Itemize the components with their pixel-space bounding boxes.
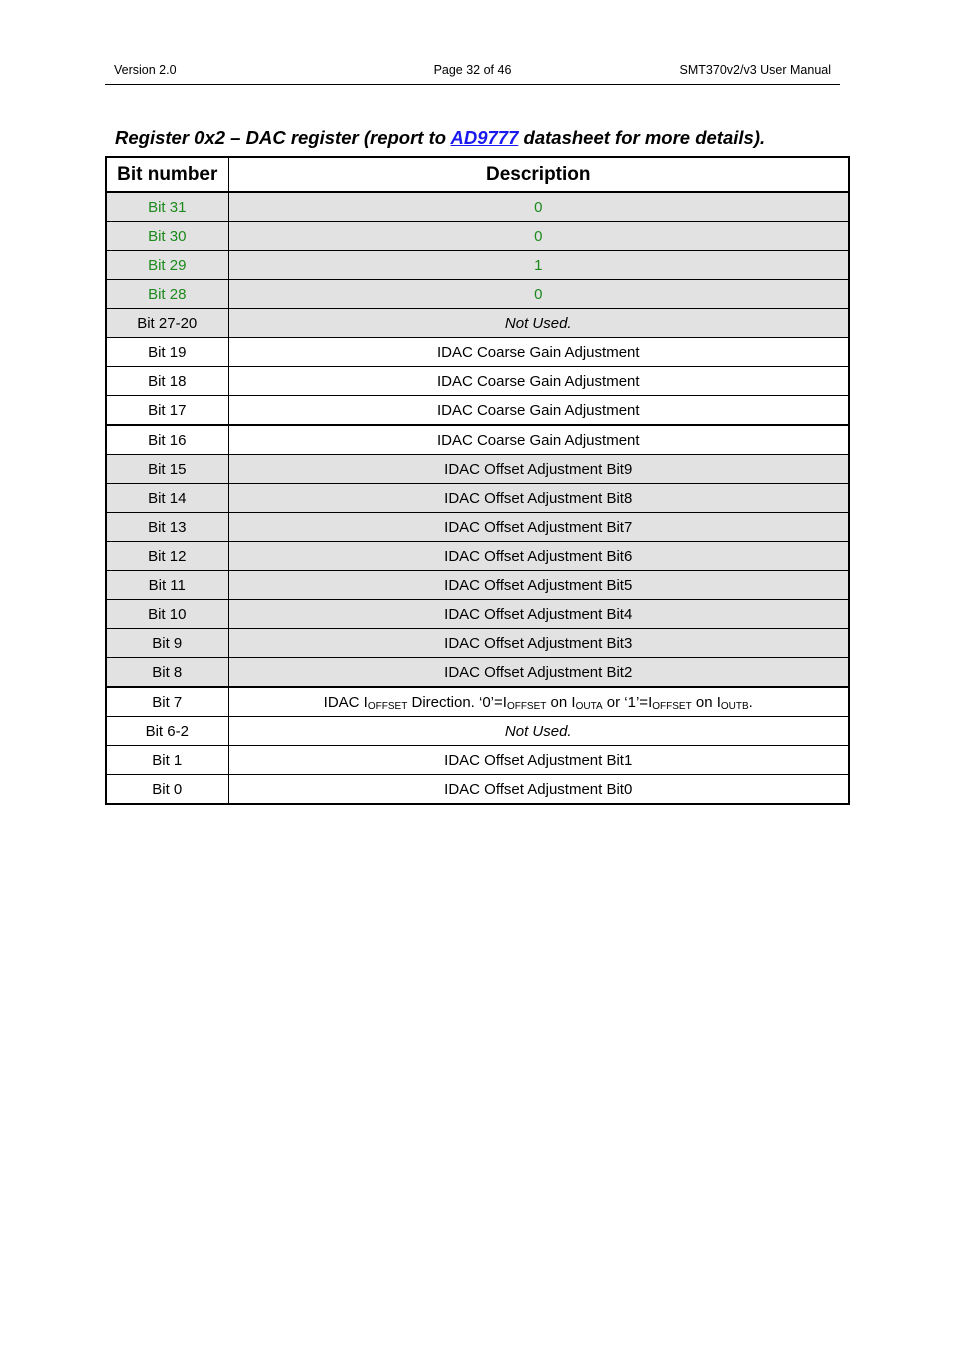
desc-text: Direction. ‘0’=I — [407, 693, 507, 711]
description-cell: IDAC Coarse Gain Adjustment — [228, 367, 849, 396]
bit-cell: Bit 13 — [106, 513, 228, 542]
description-cell: Not Used. — [228, 309, 849, 338]
caption-prefix: Register 0x2 – DAC register (report to — [115, 127, 451, 148]
bit-cell: Bit 9 — [106, 629, 228, 658]
description-cell: 0 — [228, 280, 849, 309]
table-row — [106, 367, 849, 396]
table-row — [106, 629, 849, 658]
table-row — [106, 309, 849, 338]
bit-cell: Bit 0 — [106, 775, 228, 805]
table-row — [106, 425, 849, 455]
bit-cell: Bit 19 — [106, 338, 228, 367]
table-row — [106, 746, 849, 775]
desc-text: on I — [546, 693, 576, 711]
bit-cell: Bit 29 — [106, 251, 228, 280]
description-cell: Not Used. — [228, 717, 849, 746]
bit-cell: Bit 15 — [106, 455, 228, 484]
bit-cell: Bit 31 — [106, 192, 228, 222]
bit-cell: Bit 28 — [106, 280, 228, 309]
description-cell: IDAC Offset Adjustment Bit1 — [228, 746, 849, 775]
table-row — [106, 338, 849, 367]
description-cell: IDAC Coarse Gain Adjustment — [228, 396, 849, 426]
table-row — [106, 484, 849, 513]
description-cell: IDAC Coarse Gain Adjustment — [228, 425, 849, 455]
bit-cell: Bit 16 — [106, 425, 228, 455]
description-cell: IDAC Coarse Gain Adjustment — [228, 338, 849, 367]
table-row — [106, 571, 849, 600]
desc-subscript: OUTA — [575, 700, 603, 712]
table-row — [106, 513, 849, 542]
desc-text: IDAC I — [323, 693, 368, 711]
version-label: Version 2.0 — [114, 63, 177, 77]
desc-text: . — [748, 693, 753, 711]
description-cell: 0 — [228, 192, 849, 222]
table-row — [106, 396, 849, 426]
bit-cell: Bit 6-2 — [106, 717, 228, 746]
description-cell: IDAC Offset Adjustment Bit9 — [228, 455, 849, 484]
bit-cell: Bit 27-20 — [106, 309, 228, 338]
table-row — [106, 251, 849, 280]
desc-text: on I — [691, 693, 721, 711]
desc-subscript: OFFSET — [652, 700, 692, 712]
manual-title: SMT370v2/v3 User Manual — [679, 63, 831, 77]
table-row — [106, 280, 849, 309]
description-cell: IDAC Offset Adjustment Bit4 — [228, 600, 849, 629]
bit-cell: Bit 12 — [106, 542, 228, 571]
description-cell: IDAC Offset Adjustment Bit3 — [228, 629, 849, 658]
bit-cell: Bit 11 — [106, 571, 228, 600]
bit-cell: Bit 7 — [106, 687, 228, 717]
caption-suffix: datasheet for more details). — [518, 127, 766, 148]
description-cell: IDAC Offset Adjustment Bit2 — [228, 658, 849, 688]
bit-number-header: Bit number — [106, 157, 228, 192]
desc-text: or ‘1’=I — [602, 693, 653, 711]
page-number: Page 32 of 46 — [433, 63, 512, 77]
bit-cell: Bit 14 — [106, 484, 228, 513]
bit-cell: Bit 18 — [106, 367, 228, 396]
bit-cell: Bit 1 — [106, 746, 228, 775]
bit-cell: Bit 30 — [106, 222, 228, 251]
table-caption — [115, 127, 765, 149]
bit-cell: Bit 10 — [106, 600, 228, 629]
table-row — [106, 542, 849, 571]
table-row — [106, 775, 849, 805]
ad9777-link[interactable]: AD9777 — [450, 127, 519, 148]
table-row — [106, 687, 849, 717]
desc-subscript: OFFSET — [506, 700, 547, 712]
table-row — [106, 192, 849, 222]
table-row — [106, 222, 849, 251]
description-cell: IDAC Offset Adjustment Bit6 — [228, 542, 849, 571]
table-row — [106, 658, 849, 688]
description-cell: IDAC Offset Adjustment Bit7 — [228, 513, 849, 542]
page-header — [105, 62, 840, 85]
table-row — [106, 600, 849, 629]
dac-register-table — [105, 156, 850, 805]
table-row — [106, 455, 849, 484]
description-cell: 0 — [228, 222, 849, 251]
desc-subscript: OFFSET — [367, 700, 408, 712]
desc-subscript: OUTB — [720, 700, 749, 712]
description-cell — [228, 687, 849, 717]
table-header-row — [106, 157, 849, 192]
description-cell: IDAC Offset Adjustment Bit8 — [228, 484, 849, 513]
bit-cell: Bit 17 — [106, 396, 228, 426]
table-row — [106, 717, 849, 746]
description-cell: IDAC Offset Adjustment Bit5 — [228, 571, 849, 600]
description-cell: 1 — [228, 251, 849, 280]
description-cell: IDAC Offset Adjustment Bit0 — [228, 775, 849, 805]
description-header: Description — [228, 157, 849, 192]
bit-cell: Bit 8 — [106, 658, 228, 688]
